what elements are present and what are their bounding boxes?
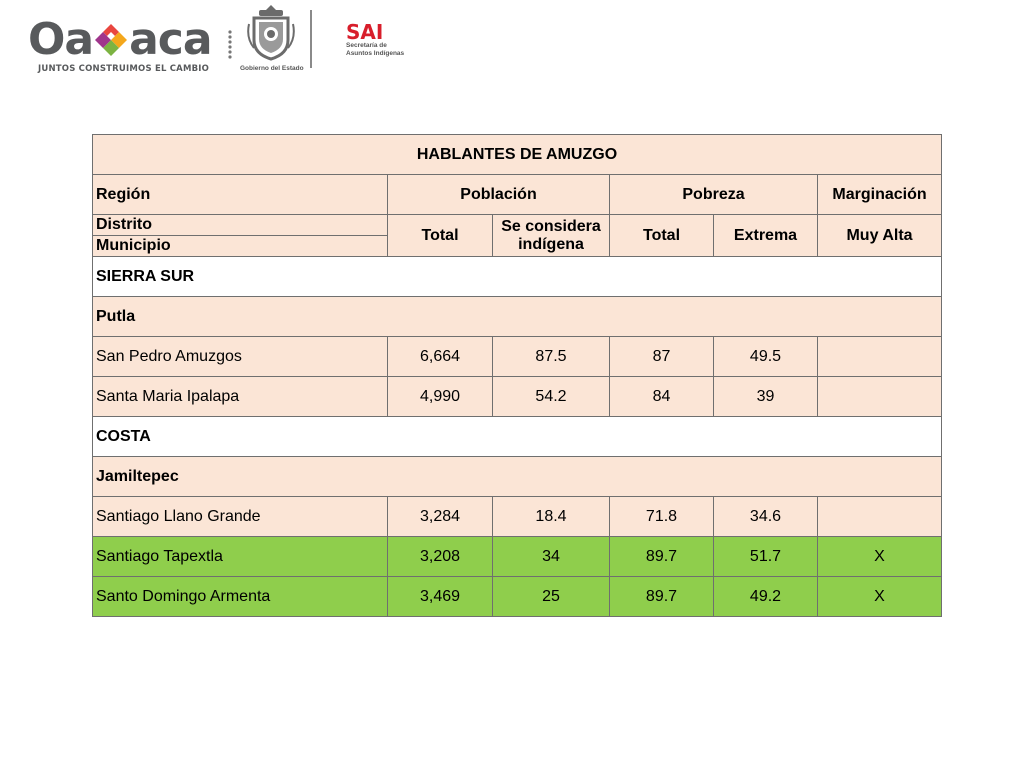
state-seal-icon (246, 2, 296, 62)
amuzgo-speakers-table (92, 134, 942, 617)
cell-muy-alta (818, 497, 942, 537)
header-poblacion: Población (388, 175, 610, 215)
cell-extrema: 49.5 (714, 337, 818, 377)
seal-label: Gobierno del Estado (240, 65, 304, 72)
oaxaca-logo-letters-left: Oa (28, 14, 94, 65)
oaxaca-x-mark-icon (94, 23, 128, 57)
cell-indigena: 54.2 (493, 377, 610, 417)
header-se-considera: Se considera indígena (493, 215, 610, 257)
header-muy-alta: Muy Alta (818, 215, 942, 257)
cell-muy-alta: X (818, 577, 942, 617)
header-marginacion: Marginación (818, 175, 942, 215)
cell-indigena: 87.5 (493, 337, 610, 377)
cell-total: 3,469 (388, 577, 493, 617)
sai-logo-subtitle-1: Secretaría de (346, 42, 387, 49)
header-extrema: Extrema (714, 215, 818, 257)
cell-indigena: 25 (493, 577, 610, 617)
cell-municipio: Santo Domingo Armenta (93, 577, 388, 617)
cell-indigena: 18.4 (493, 497, 610, 537)
distrito-row: Jamiltepec (93, 457, 942, 497)
header-municipio: Municipio (93, 236, 388, 257)
sai-logo (346, 22, 416, 58)
cell-municipio: Santiago Llano Grande (93, 497, 388, 537)
sai-logo-subtitle-2: Asuntos Indígenas (346, 50, 405, 57)
table-title: HABLANTES DE AMUZGO (93, 135, 942, 175)
sai-logo-title: SAI (346, 20, 384, 44)
oaxaca-tagline: JUNTOS CONSTRUIMOS EL CAMBIO (38, 64, 210, 74)
header-distrito: Distrito (93, 215, 388, 236)
cell-pobreza-total: 84 (610, 377, 714, 417)
separator-dots (228, 30, 232, 60)
cell-pobreza-total: 89.7 (610, 577, 714, 617)
header-total: Total (388, 215, 493, 257)
table-row (93, 337, 942, 377)
header-region: Región (93, 175, 388, 215)
state-seal (240, 2, 302, 76)
oaxaca-logo (28, 14, 218, 76)
table-row-highlighted (93, 577, 942, 617)
cell-total: 4,990 (388, 377, 493, 417)
cell-municipio: San Pedro Amuzgos (93, 337, 388, 377)
distrito-row: Putla (93, 297, 942, 337)
cell-total: 6,664 (388, 337, 493, 377)
cell-municipio: Santiago Tapextla (93, 537, 388, 577)
cell-total: 3,284 (388, 497, 493, 537)
cell-extrema: 51.7 (714, 537, 818, 577)
cell-extrema: 34.6 (714, 497, 818, 537)
region-row: COSTA (93, 417, 942, 457)
cell-indigena: 34 (493, 537, 610, 577)
header-pobreza: Pobreza (610, 175, 818, 215)
cell-municipio: Santa Maria Ipalapa (93, 377, 388, 417)
cell-muy-alta: X (818, 537, 942, 577)
cell-pobreza-total: 89.7 (610, 537, 714, 577)
cell-muy-alta (818, 337, 942, 377)
oaxaca-logo-letters-right: aca (129, 14, 212, 65)
header-divider (310, 10, 312, 68)
cell-muy-alta (818, 377, 942, 417)
table-row (93, 497, 942, 537)
cell-total: 3,208 (388, 537, 493, 577)
header-pobreza-total: Total (610, 215, 714, 257)
cell-pobreza-total: 87 (610, 337, 714, 377)
region-row: SIERRA SUR (93, 257, 942, 297)
table-row (93, 377, 942, 417)
cell-extrema: 49.2 (714, 577, 818, 617)
cell-extrema: 39 (714, 377, 818, 417)
cell-pobreza-total: 71.8 (610, 497, 714, 537)
table-row-highlighted (93, 537, 942, 577)
